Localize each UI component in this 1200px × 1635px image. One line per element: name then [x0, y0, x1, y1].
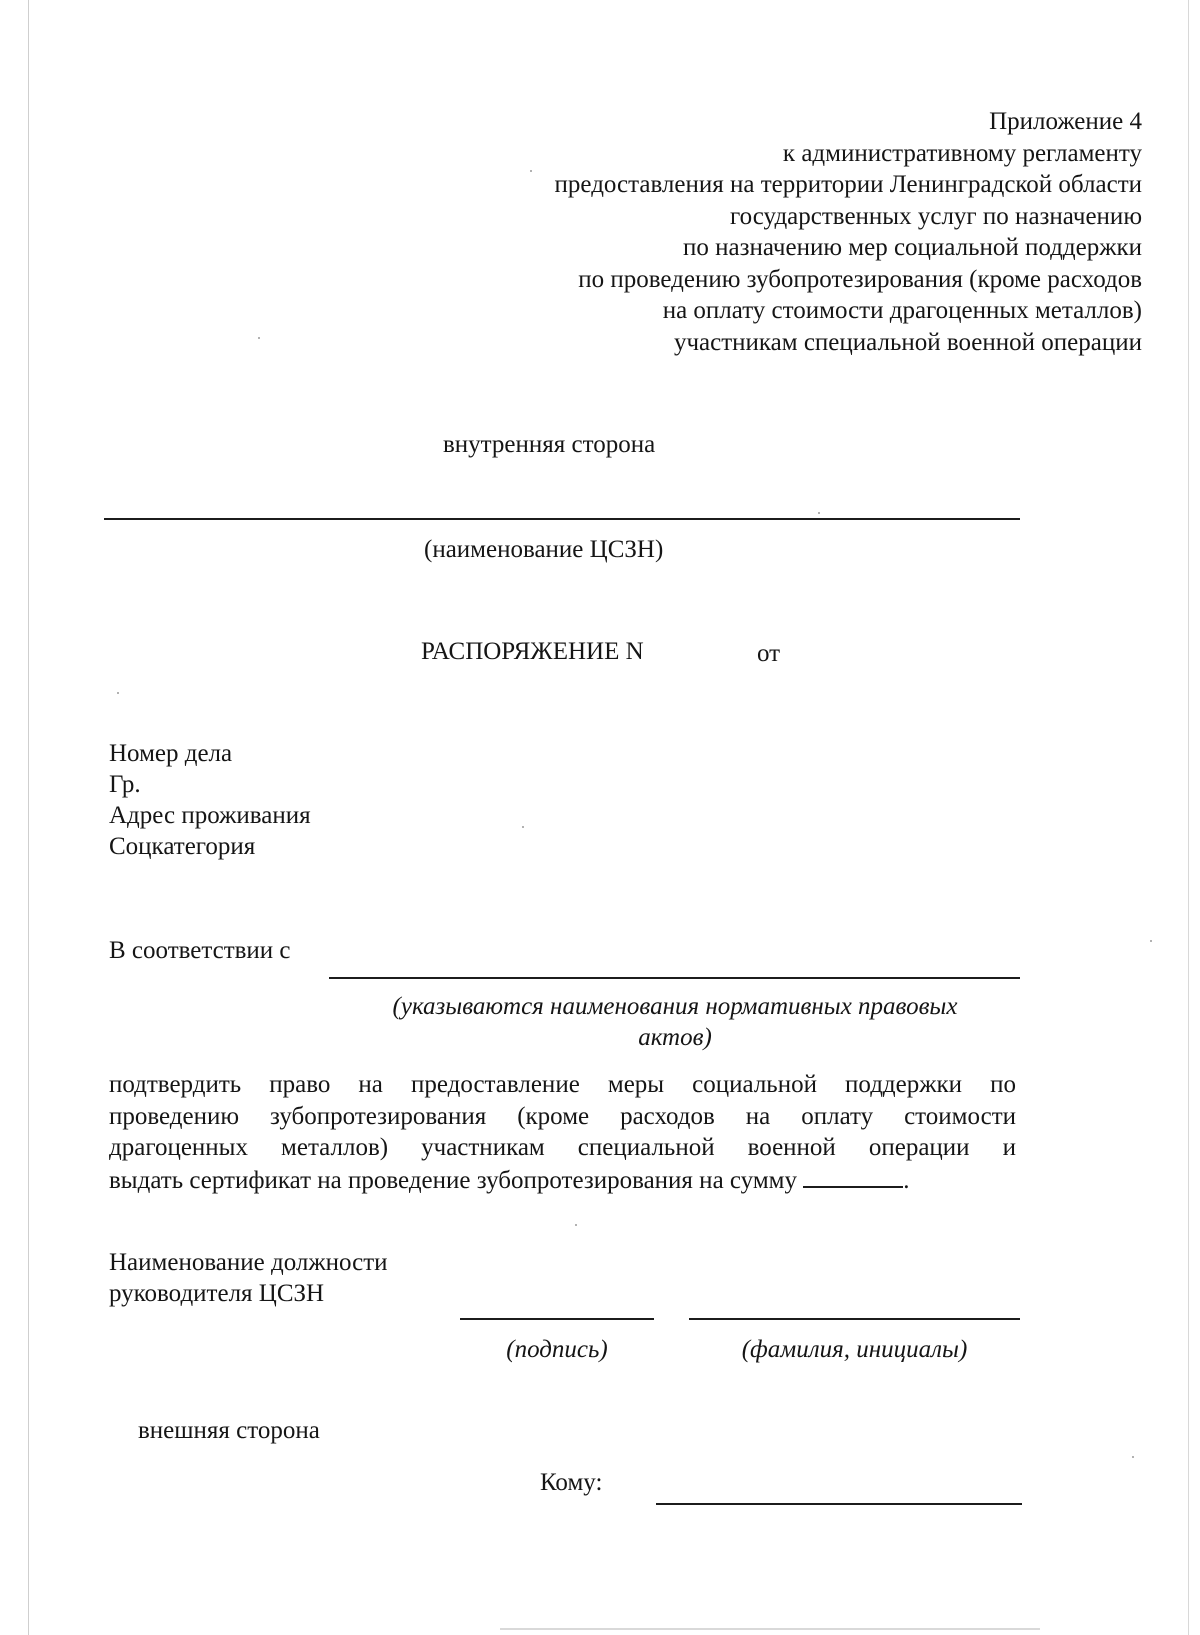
decision-paragraph	[109, 1069, 1016, 1195]
decision-line: подтвердить право на предоставление меры социальной поддержки по	[109, 1071, 1016, 1098]
accordance-prefix: В соответствии с	[109, 937, 291, 964]
order-title: РАСПОРЯЖЕНИЕ N	[421, 638, 644, 665]
scan-speck	[575, 1224, 577, 1226]
appendix-line: Приложение 4	[989, 108, 1142, 135]
appendix-line: на оплату стоимости драгоценных металлов)	[662, 297, 1142, 324]
org-name-line	[104, 518, 1020, 520]
appendix-line: государственных услуг по назначению	[730, 202, 1142, 230]
field-case-number: Номер дела	[109, 740, 233, 767]
scan-speck	[818, 512, 820, 514]
scan-speck	[522, 826, 524, 828]
appendix-line: к административному регламенту	[782, 139, 1142, 167]
scan-edge-bottom	[500, 1628, 1040, 1630]
scan-edge-left	[28, 0, 29, 1635]
scan-speck	[1150, 940, 1152, 942]
scan-speck	[1132, 1456, 1134, 1458]
field-social-category: Соцкатегория	[109, 833, 256, 860]
decision-line-last	[109, 1164, 1016, 1196]
order-date-prefix: от	[757, 640, 781, 667]
appendix-line: предоставления на территории Ленинградской области	[554, 171, 1142, 198]
scan-speck	[117, 692, 119, 694]
inner-side-label: внутренняя сторона	[443, 431, 656, 458]
decision-line: выдать сертификат на проведение зубопротезирования на сумму	[109, 1166, 797, 1194]
decision-line: проведению зубопротезирования (кроме расходов на оплату стоимости	[109, 1102, 1016, 1130]
legal-acts-caption-cont: актов)	[638, 1024, 712, 1051]
recipient-line	[656, 1503, 1022, 1505]
recipient-label: Кому:	[540, 1469, 603, 1496]
legal-acts-caption: (указываются наименования нормативных правовых	[392, 993, 958, 1020]
signature-line	[460, 1318, 654, 1320]
appendix-line: по проведению зубопротезирования (кроме расходов	[578, 265, 1142, 293]
scan-edge-right	[1188, 0, 1189, 1635]
position-title-cont: руководителя ЦСЗН	[109, 1280, 325, 1307]
field-citizen: Гр.	[109, 771, 141, 798]
appendix-header	[382, 106, 1142, 358]
appendix-line: участникам специальной военной операции	[673, 328, 1142, 356]
field-address: Адрес проживания	[109, 802, 311, 829]
legal-acts-line	[329, 977, 1020, 979]
decision-end-punct: .	[903, 1166, 910, 1194]
name-initials-line	[689, 1318, 1020, 1320]
name-initials-caption: (фамилия, инициалы)	[741, 1336, 968, 1363]
appendix-line: по назначению мер социальной поддержки	[682, 234, 1142, 261]
org-name-caption: (наименование ЦСЗН)	[424, 536, 664, 563]
position-title: Наименование должности	[109, 1249, 388, 1276]
amount-blank	[803, 1164, 903, 1188]
scan-speck	[258, 337, 260, 339]
scan-speck	[530, 170, 532, 172]
decision-line: драгоценных металлов) участникам специальной военной операции и	[109, 1134, 1016, 1162]
signature-caption: (подпись)	[506, 1336, 608, 1363]
outer-side-label: внешняя сторона	[138, 1417, 320, 1444]
